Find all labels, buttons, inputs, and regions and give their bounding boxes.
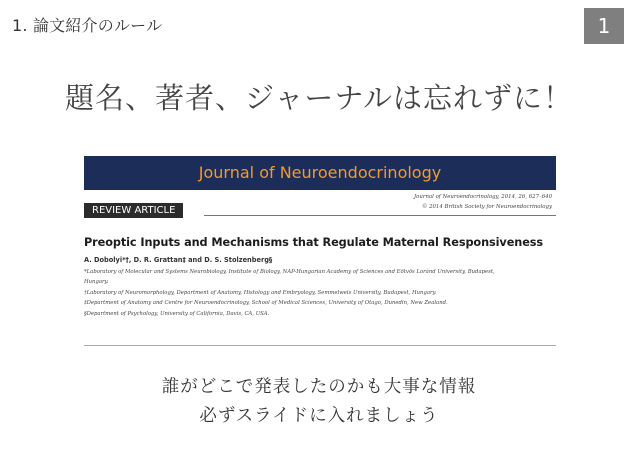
affiliation: §Department of Psychology, University of California, Davis, CA, USA. [84, 310, 270, 317]
affiliation: Hungary. [84, 279, 109, 286]
affiliation: ‡Department of Anatomy and Centre for Neuroendocrinology, School of Medical Sciences, University of Otago, Dunedin, New Zealand. [84, 300, 448, 307]
note-line: 誰がどこで発表したのかも大事な情報 [161, 377, 477, 397]
citation-line: Journal of Neuroendocrinology, 2014, 26, 627–640 [413, 194, 552, 200]
journal-banner: Journal of Neuroendocrinology [84, 156, 556, 190]
copyright-line: © 2014 British Society for Neuroendocrinology [421, 204, 552, 210]
article-authors: A. Dobolyi*†, D. R. Grattan‡ and D. S. Stolzenberg§ [84, 256, 273, 264]
slide-headline: 題名、著者、ジャーナルは忘れずに！ [65, 81, 573, 115]
divider [84, 345, 556, 346]
affiliations [84, 267, 556, 319]
article-title: Preoptic Inputs and Mechanisms that Regulate Maternal Responsiveness [84, 236, 544, 249]
journal-article-excerpt [84, 150, 556, 346]
affiliation: †Laboratory of Neuromorphology, Department of Anatomy, Histology and Embryology, Semmelweis University, Budapest, Hungary. [84, 289, 437, 296]
divider [204, 215, 556, 216]
note-line: 必ずスライドに入れましょう [199, 406, 439, 426]
affiliation: *Laboratory of Molecular and Systems Neurobiology, Institute of Biology, NAP-Hungarian Academy of Sciences and Eötvös Loránd University, Budapest, [84, 269, 495, 275]
page-number-badge: 1 [584, 8, 624, 44]
article-type-badge: REVIEW ARTICLE [84, 203, 183, 218]
section-title: 1. 論文紹介のルール [12, 16, 163, 35]
